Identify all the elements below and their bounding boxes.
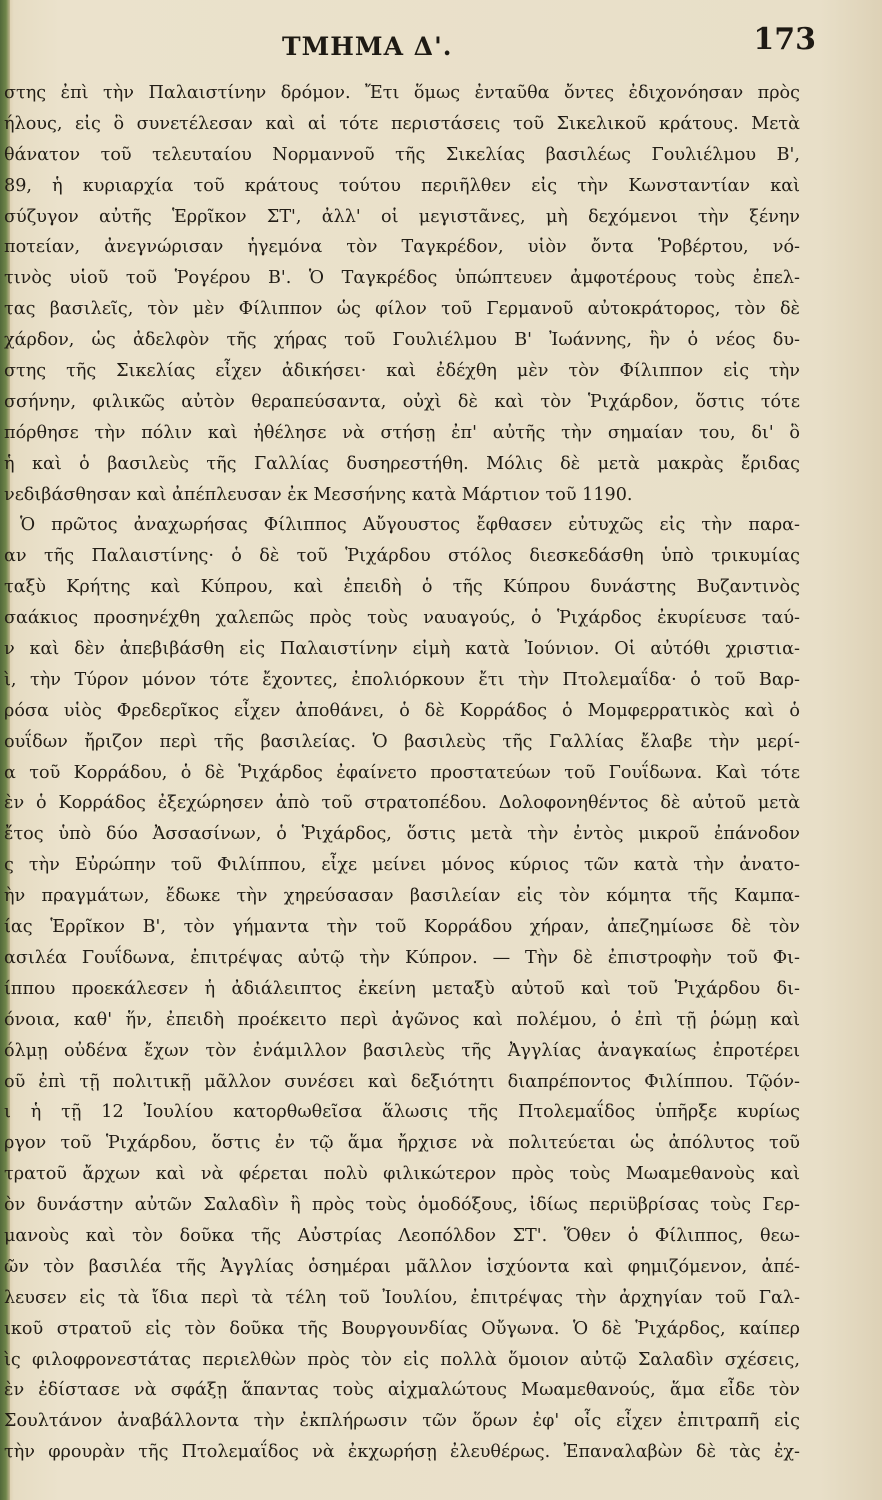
text-line: σύζυγον αὐτῆς Ἑρρῖκον ΣΤ', ἀλλ' οἱ μεγιστᾶνες, μὴ δεχόμενοι τὴν ξένην (4, 206, 800, 227)
text-line: όλμῃ οὐδένα ἔχων τὸν ἐνάμιλλον βασιλεὺς τῆς Ἀγγλίας ἀναγκαίως ἐπροτέρει (4, 1040, 800, 1061)
text-line: ργον τοῦ Ῥιχάρδου, ὅστις ἐν τῷ ἅμα ἤρχισε νὰ πολιτεύεται ὡς ἀπόλυτος τοῦ (4, 1133, 800, 1154)
text-line: στης τῆς Σικελίας εἶχεν ἀδικήσει· καὶ ἐδέχθη μὲν τὸν Φίλιππον εἰς τὴν (4, 361, 800, 382)
text-line: στης ἐπὶ τὴν Παλαιστίνην δρόμον. Ἔτι ὅμως ἐνταῦθα ὄντες ἐδιχονόησαν πρὸς (4, 83, 800, 103)
text-line: ταξὺ Κρήτης καὶ Κύπρου, καὶ ἐπειδὴ ὁ τῆς Κύπρου δυνάστης Βυζαντινὸς (4, 577, 800, 598)
text-line: ὴν πραγμάτων, ἔδωκε τὴν χηρεύσασαν βασιλείαν εἰς τὸν κόμητα τῆς Καμπα- (4, 886, 800, 907)
text-line: αν τῆς Παλαιστίνης· ὁ δὲ τοῦ Ῥιχάρδου στόλος διεσκεδάσθη ὑπὸ τρικυμίας (4, 546, 800, 567)
text-line: τὴν φρουρὰν τῆς Πτολεμαΐδος νὰ ἐκχωρήσῃ ἐλευθέρως. Ἐπαναλαβὼν δὲ τὰς ἐχ- (4, 1442, 800, 1463)
text-line: ι ἡ τῇ 12 Ἰουλίου κατορθωθεῖσα ἅλωσις τῆς Πτολεμαΐδος ὑπῆρξε κυρίως (4, 1102, 800, 1123)
text-line: τας βασιλεῖς, τὸν μὲν Φίλιππον ὡς φίλον τοῦ Γερμανοῦ αὐτοκράτορος, τὸν δὲ (4, 299, 800, 320)
text-line: νεδιβάσθησαν καὶ ἀπέπλευσαν ἐκ Μεσσήνης κατὰ Μάρτιον τοῦ 1190. (4, 484, 633, 505)
running-header (0, 22, 882, 72)
text-line: ἡ καὶ ὁ βασιλεὺς τῆς Γαλλίας δυσηρεστήθη. Μόλις δὲ μετὰ μακρὰς ἔριδας (4, 453, 800, 474)
text-line: σαάκιος προσηνέχθη χαλεπῶς πρὸς τοὺς ναυαγούς, ὁ Ῥιχάρδος ἐκυρίευσε ταύ- (4, 608, 800, 629)
text-line: σσήνην, φιλικῶς αὐτὸν θεραπεύσαντα, οὐχὶ δὲ καὶ τὸν Ῥιχάρδον, ὅστις τότε (4, 391, 800, 412)
text-line: ίππου προεκάλεσεν ἡ ἀδιάλειπτος ἐκείνη μεταξὺ αὐτοῦ καὶ τοῦ Ῥιχάρδου δι- (4, 978, 800, 999)
text-line: ν καὶ δὲν ἀπεβιβάσθη εἰς Παλαιστίνην εἰμὴ κατὰ Ἰούνιον. Οἱ αὐτόθι χριστια- (4, 639, 800, 660)
text-line: ποτείαν, ἀνεγνώρισαν ἡγεμόνα τὸν Ταγκρέδον, υἱὸν ὄντα Ῥοβέρτου, νό- (4, 237, 800, 258)
text-line: ὶς φιλοφρονεστάτας περιελθὼν πρὸς τὸν εἰς πολλὰ ὅμοιον αὐτῷ Σαλαδὶν σχέσεις, (4, 1349, 800, 1370)
text-line: θάνατον τοῦ τελευταίου Νορμαννοῦ τῆς Σικελίας βασιλέως Γουλιέλμου Β', (4, 144, 800, 165)
text-line: ικοῦ στρατοῦ εἰς τὸν δοῦκα τῆς Βουργουνδίας Οὔγωνα. Ὁ δὲ Ῥιχάρδος, καίπερ (4, 1318, 800, 1339)
text-line: χάρδον, ὡς ἀδελφὸν τῆς χήρας τοῦ Γουλιέλμου Β' Ἰωάννης, ἣν ὁ νέος δυ- (4, 330, 800, 351)
text-line: όνοια, καθ' ἥν, ἐπειδὴ προέκειτο περὶ ἀγῶνος καὶ πολέμου, ὁ ἐπὶ τῇ ῥώμῃ καὶ (4, 1009, 800, 1030)
text-line: οῦ ἐπὶ τῇ πολιτικῇ μᾶλλον συνέσει καὶ δεξιότητι διαπρέποντος Φιλίππου. Τῷόν- (4, 1071, 800, 1092)
text-line: Σουλτάνον ἀναβάλλοντα τὴν ἐκπλήρωσιν τῶν ὅρων ἐφ' οἷς εἶχεν ἐπιτραπῆ εἰς (4, 1411, 800, 1432)
body-text (0, 78, 800, 1468)
text-line: λευσεν εἰς τὰ ἴδια περὶ τὰ τέλη τοῦ Ἰουλίου, ἐπιτρέψας τὴν ἀρχηγίαν τοῦ Γαλ- (4, 1287, 800, 1308)
text-line: ὲν ὁ Κορράδος ἐξεχώρησεν ἀπὸ τοῦ στρατοπέδου. Δολοφονηθέντος δὲ αὐτοῦ μετὰ (4, 793, 800, 814)
text-line: ὲν ἐδίστασε νὰ σφάξῃ ἅπαντας τοὺς αἰχμαλώτους Μωαμεθανούς, ἅμα εἶδε τὸν (4, 1380, 800, 1401)
text-line: ρόσα υἱὸς Φρεδερῖκος εἶχεν ἀποθάνει, ὁ δὲ Κορράδος ὁ Μομφερρατικὸς καὶ ὁ (4, 700, 800, 721)
text-line: ς τὴν Εὐρώπην τοῦ Φιλίππου, εἶχε μείνει μόνος κύριος τῶν κατὰ τὴν ἀνατο- (4, 855, 800, 876)
text-line: Ὁ πρῶτος ἀναχωρήσας Φίλιππος Αὔγουστος ἔφθασεν εὐτυχῶς εἰς τὴν παρα- (20, 515, 800, 536)
text-line: ήλους, εἰς ὃ συνετέλεσαν καὶ αἱ τότε περιστάσεις τοῦ Σικελικοῦ κράτους. Μετὰ (4, 113, 800, 134)
text-line: τινὸς υἱοῦ τοῦ Ῥογέρου Β'. Ὁ Ταγκρέδος ὑπώπτευεν ἀμφοτέρους τοὺς ἐπελ- (4, 268, 800, 289)
text-line: ὸν δυνάστην αὐτῶν Σαλαδὶν ἢ πρὸς τοὺς ὁμοδόξους, ἰδίως περιϋβρίσας τοὺς Γερ- (4, 1195, 800, 1216)
text-line: ῶν τὸν βασιλέα τῆς Ἀγγλίας ὁσημέραι μᾶλλον ἰσχύοντα καὶ φημιζόμενον, ἀπέ- (4, 1256, 800, 1277)
text-line: πόρθησε τὴν πόλιν καὶ ἠθέλησε νὰ στήσῃ ἐπ' αὐτῆς τὴν σημαίαν του, δι' ὃ (4, 422, 800, 443)
text-line: ὶ, τὴν Τύρον μόνον τότε ἔχοντες, ἐπολιόρκουν ἔτι τὴν Πτολεμαΐδα· ὁ τοῦ Βαρ- (4, 669, 800, 690)
text-line: ουΐδων ἤριζον περὶ τῆς βασιλείας. Ὁ βασιλεὺς τῆς Γαλλίας ἔλαβε τὴν μερί- (4, 731, 800, 752)
text-line: ίας Ἑρρῖκον Β', τὸν γήμαντα τὴν τοῦ Κορράδου χήραν, ἀπεζημίωσε δὲ τὸν (4, 917, 800, 938)
text-line: ἔτος ὑπὸ δύο Ἀσσασίνων, ὁ Ῥιχάρδος, ὅστις μετὰ τὴν ἐντὸς μικροῦ ἐπάνοδον (4, 824, 800, 845)
page-number: 173 (753, 22, 816, 57)
section-title: ΤΜΗΜΑ Δ'. (282, 32, 453, 61)
text-line: 89, ἡ κυριαρχία τοῦ κράτους τούτου περιῆλθεν εἰς τὴν Κωνσταντίαν καὶ (4, 175, 800, 196)
text-line: τρατοῦ ἄρχων καὶ νὰ φέρεται πολὺ φιλικώτερον πρὸς τοὺς Μωαμεθανοὺς καὶ (4, 1164, 800, 1185)
text-line: α τοῦ Κορράδου, ὁ δὲ Ῥιχάρδος ἐφαίνετο προστατεύων τοῦ Γουΐδωνα. Καὶ τότε (4, 762, 800, 783)
text-line: μανοὺς καὶ τὸν δοῦκα τῆς Αὐστρίας Λεοπόλδον ΣΤ'. Ὅθεν ὁ Φίλιππος, θεω- (4, 1225, 800, 1246)
text-line: ασιλέα Γουΐδωνα, ἐπιτρέψας αὐτῷ τὴν Κύπρον. — Τὴν δὲ ἐπιστροφὴν τοῦ Φι- (4, 947, 800, 968)
